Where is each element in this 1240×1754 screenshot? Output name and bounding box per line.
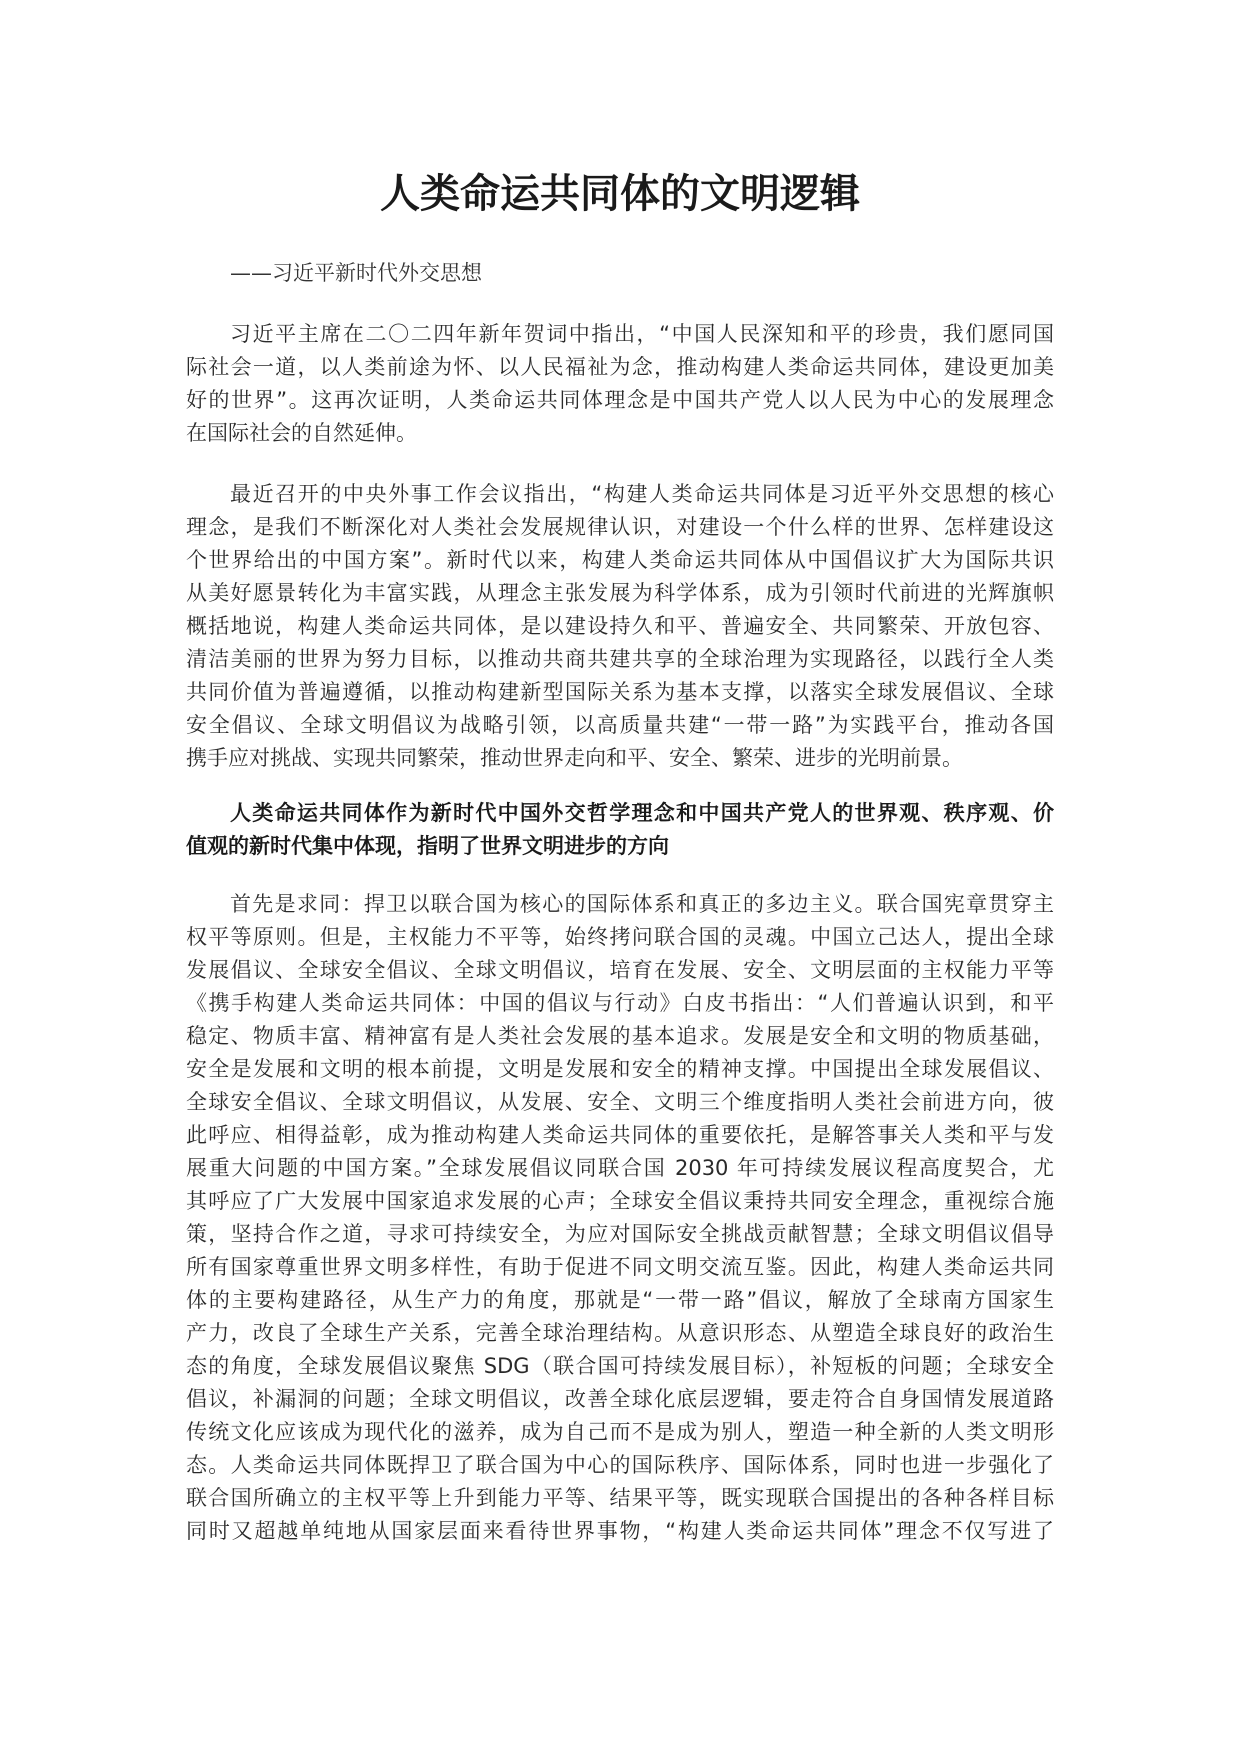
paragraph-line: 体的主要构建路径，从生产力的角度，那就是“一带一路”倡议，解放了全球南方国家生 xyxy=(186,1288,1054,1312)
paragraph-line: 展重大问题的中国方案。”全球发展倡议同联合国 2030 年可持续发展议程高度契合，尤 xyxy=(186,1156,1054,1180)
document-subtitle: ——习近平新时代外交思想 xyxy=(230,261,482,285)
paragraph-line: 同时又超越单纯地从国家层面来看待世界事物，“构建人类命运共同体”理念不仅写进了 xyxy=(186,1519,1054,1543)
paragraph-line: 首先是求同：捍卫以联合国为核心的国际体系和真正的多边主义。联合国宪章贯穿主 xyxy=(230,892,1054,916)
paragraph-line: 所有国家尊重世界文明多样性，有助于促进不同文明交流互鉴。因此，构建人类命运共同 xyxy=(186,1255,1054,1279)
paragraph-line: 清洁美丽的世界为努力目标，以推动共商共建共享的全球治理为实现路径，以践行全人类 xyxy=(186,647,1054,671)
paragraph-3 xyxy=(186,888,1054,1548)
paragraph-line: 权平等原则。但是，主权能力不平等，始终拷问联合国的灵魂。中国立己达人，提出全球 xyxy=(186,925,1054,949)
paragraph-line: 态。人类命运共同体既捍卫了联合国为中心的国际秩序、国际体系，同时也进一步强化了 xyxy=(186,1453,1054,1477)
paragraph-line: 安全倡议、全球文明倡议为战略引领，以高质量共建“一带一路”为实践平台，推动各国 xyxy=(186,713,1054,737)
paragraph-line: 理念，是我们不断深化对人类社会发展规律认识，对建设一个什么样的世界、怎样建设这 xyxy=(186,515,1054,539)
section-heading xyxy=(186,797,1054,863)
document-title: 人类命运共同体的文明逻辑 xyxy=(380,171,860,217)
paragraph-line: 倡议，补漏洞的问题；全球文明倡议，改善全球化底层逻辑，要走符合自身国情发展道路 xyxy=(186,1387,1054,1411)
paragraph-line: 最近召开的中央外事工作会议指出，“构建人类命运共同体是习近平外交思想的核心 xyxy=(230,482,1054,506)
paragraph-line: 习近平主席在二〇二四年新年贺词中指出，“中国人民深知和平的珍贵，我们愿同国 xyxy=(230,322,1054,346)
paragraph-line: 个世界给出的中国方案”。新时代以来，构建人类命运共同体从中国倡议扩大为国际共识 xyxy=(186,548,1054,572)
paragraph-2 xyxy=(186,478,1054,775)
paragraph-line: 从美好愿景转化为丰富实践，从理念主张发展为科学体系，成为引领时代前进的光辉旗帜 xyxy=(186,581,1054,605)
heading-line: 人类命运共同体作为新时代中国外交哲学理念和中国共产党人的世界观、秩序观、价 xyxy=(230,801,1054,825)
paragraph-line: 全球安全倡议、全球文明倡议，从发展、安全、文明三个维度指明人类社会前进方向，彼 xyxy=(186,1090,1054,1114)
paragraph-line: 在国际社会的自然延伸。 xyxy=(186,421,417,445)
heading-line: 值观的新时代集中体现，指明了世界文明进步的方向 xyxy=(186,834,669,858)
paragraph-line: 发展倡议、全球安全倡议、全球文明倡议，培育在发展、安全、文明层面的主权能力平等 xyxy=(186,958,1054,982)
paragraph-line: 稳定、物质丰富、精神富有是人类社会发展的基本追求。发展是安全和文明的物质基础， xyxy=(186,1024,1054,1048)
paragraph-line: 际社会一道，以人类前途为怀、以人民福祉为念，推动构建人类命运共同体，建设更加美 xyxy=(186,355,1054,379)
paragraph-line: 态的角度，全球发展倡议聚焦 SDG（联合国可持续发展目标），补短板的问题；全球安全 xyxy=(186,1354,1054,1378)
paragraph-line: 策，坚持合作之道，寻求可持续安全，为应对国际安全挑战贡献智慧；全球文明倡议倡导 xyxy=(186,1222,1054,1246)
paragraph-line: 共同价值为普遍遵循，以推动构建新型国际关系为基本支撑，以落实全球发展倡议、全球 xyxy=(186,680,1054,704)
paragraph-line: 其呼应了广大发展中国家追求发展的心声；全球安全倡议秉持共同安全理念，重视综合施 xyxy=(186,1189,1054,1213)
paragraph-line: 联合国所确立的主权平等上升到能力平等、结果平等，既实现联合国提出的各种各样目标 xyxy=(186,1486,1054,1510)
paragraph-line: 概括地说，构建人类命运共同体，是以建设持久和平、普遍安全、共同繁荣、开放包容、 xyxy=(186,614,1054,638)
paragraph-line: 产力，改良了全球生产关系，完善全球治理结构。从意识形态、从塑造全球良好的政治生 xyxy=(186,1321,1054,1345)
paragraph-1 xyxy=(186,318,1054,450)
paragraph-line: 《携手构建人类命运共同体：中国的倡议与行动》白皮书指出：“人们普遍认识到，和平 xyxy=(186,991,1054,1015)
paragraph-line: 传统文化应该成为现代化的滋养，成为自己而不是成为别人，塑造一种全新的人类文明形 xyxy=(186,1420,1054,1444)
paragraph-line: 此呼应、相得益彰，成为推动构建人类命运共同体的重要依托，是解答事关人类和平与发 xyxy=(186,1123,1054,1147)
paragraph-line: 携手应对挑战、实现共同繁荣，推动世界走向和平、安全、繁荣、进步的光明前景。 xyxy=(186,746,963,770)
paragraph-line: 好的世界”。这再次证明，人类命运共同体理念是中国共产党人以人民为中心的发展理念 xyxy=(186,388,1054,412)
paragraph-line: 安全是发展和文明的根本前提，文明是发展和安全的精神支撑。中国提出全球发展倡议、 xyxy=(186,1057,1054,1081)
